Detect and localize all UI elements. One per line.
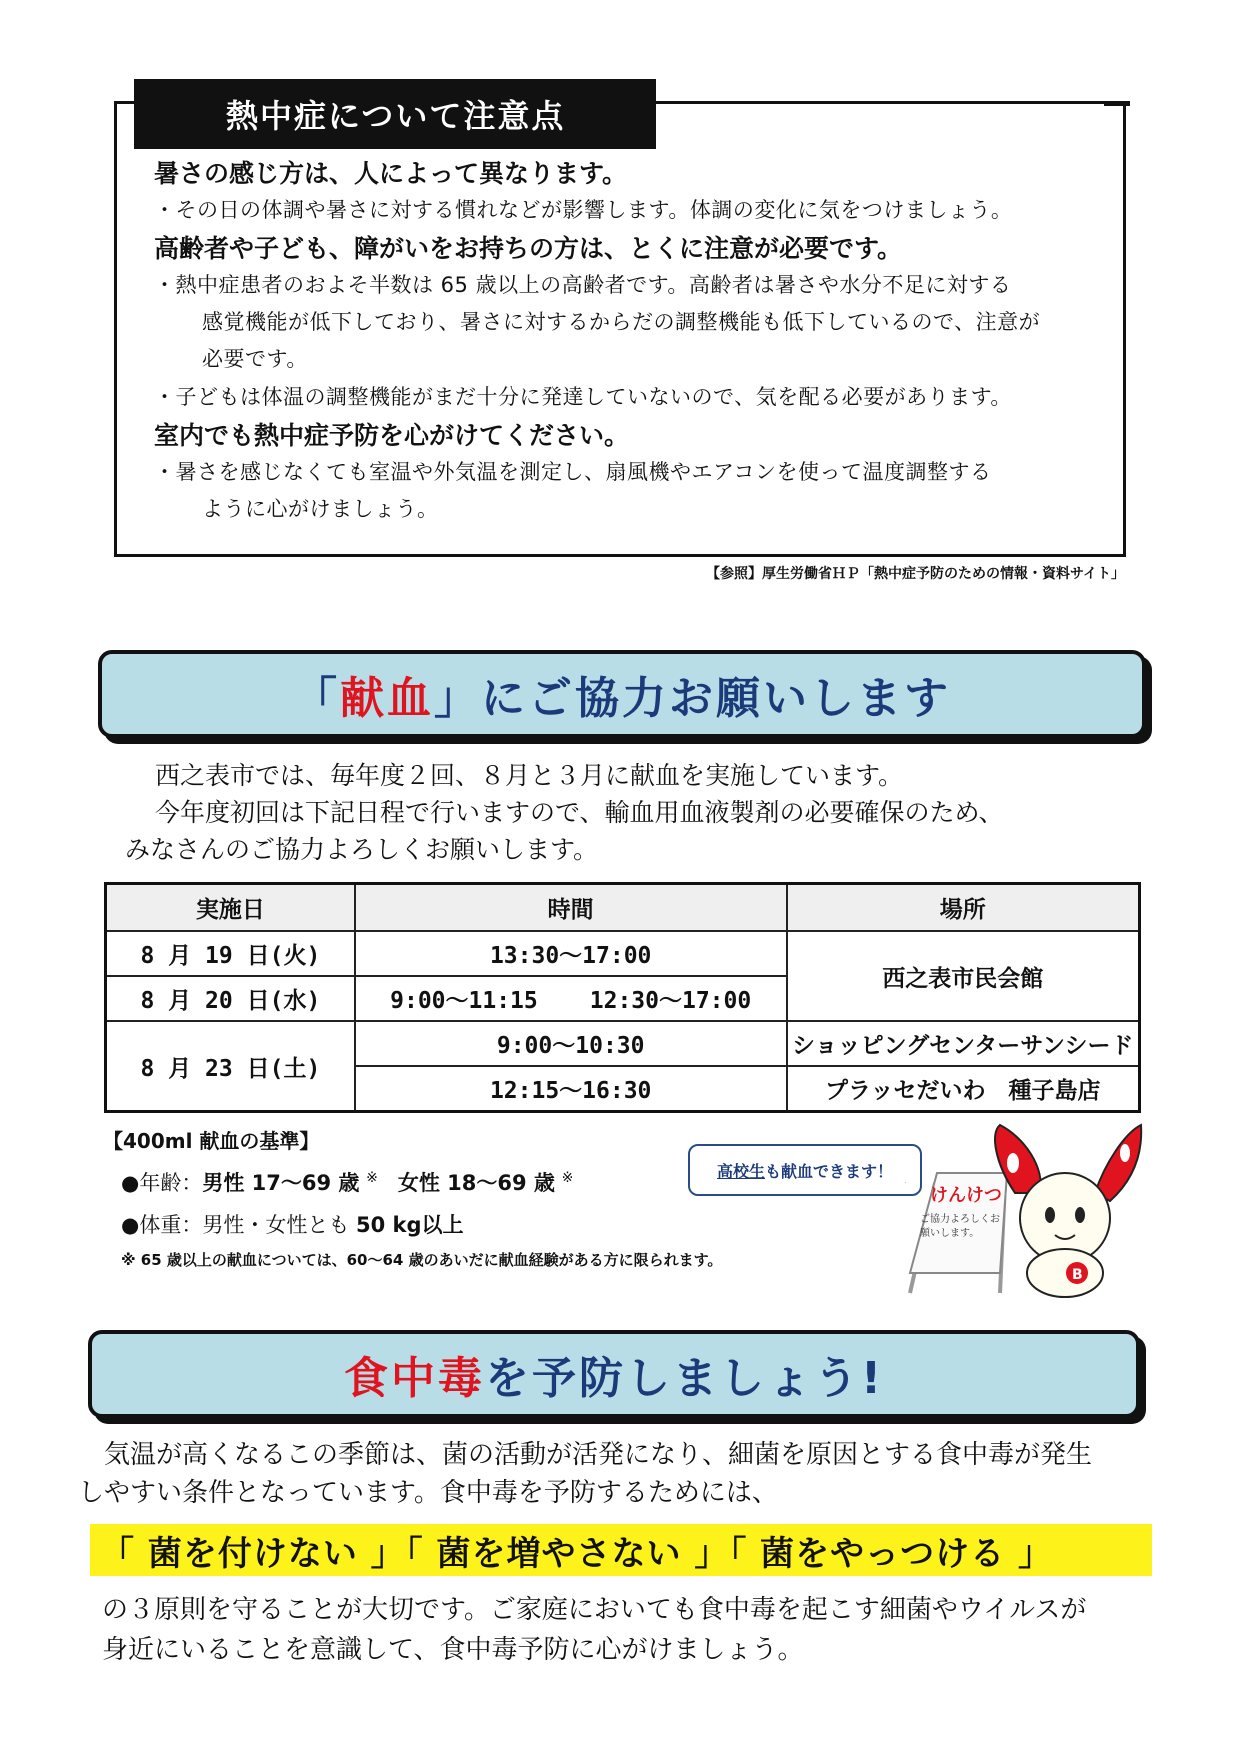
speech-bubble (688, 1144, 922, 1196)
weight-label: ●体重：男性・女性とも (121, 1213, 356, 1237)
heat-heading-1: 暑さの感じ方は、人によって異なります。 (154, 159, 628, 188)
donation-schedule-table (104, 882, 1141, 1113)
banner-keyword: 食中毒 (343, 1353, 485, 1404)
age-mark: ※ (366, 1170, 378, 1186)
heat-bullet-2 (154, 267, 1104, 378)
food-intro-line1: 気温が高くなるこの季節は、菌の活動が活発になり、細菌を原因とする食中毒が発生 (104, 1440, 1093, 1470)
box-corner (1104, 101, 1130, 106)
blood-intro-line3: みなさんのご協力よろしくお願いします。 (125, 835, 599, 864)
heat-content (154, 155, 1104, 529)
cell-time: 9:00～10:30 (355, 1021, 787, 1066)
mascot-illustration (905, 1123, 1145, 1299)
sign-title: けんけつ (930, 1185, 1002, 1206)
cell-time (355, 976, 787, 1021)
cell-place: ショッピングセンターサンシード (787, 1021, 1140, 1066)
cell-date: 8 月 20 日(水) (106, 976, 355, 1021)
heat-heading-2: 高齢者や子ども、障がいをお持ちの方は、とくに注意が必要です。 (154, 234, 903, 263)
time-afternoon: 12:30～17:00 (589, 988, 752, 1014)
table-row (106, 931, 1140, 976)
sign-body: ご協力よろしくお願いします。 (920, 1214, 1000, 1239)
speech-text: も献血できます！ (765, 1161, 894, 1181)
criteria-note: ※ 65 歳以上の献血については、60～64 歳のあいだに献血経験がある方に限られます。 (121, 1251, 723, 1269)
food-closing-line2: 身近にいることを意識して、食中毒予防に心がけましょう。 (102, 1635, 804, 1665)
banner-keyword: 献血 (340, 673, 434, 724)
blood-intro-line2: 今年度初回は下記日程で行いますので、輸血用血液製剤の必要確保のため、 (155, 798, 1004, 827)
blood-donation-banner (98, 650, 1146, 738)
blood-intro-line1: 西之表市では、毎年度２回、８月と３月に献血を実施しています。 (155, 761, 904, 790)
food-closing-line1: の３原則を守ることが大切です。ご家庭においても食中毒を起こす細菌やウイルスが (102, 1595, 1087, 1625)
heat-bullet-3: ・子どもは体温の調整機能がまだ十分に発達していないので、気を配る必要があります。 (154, 385, 1012, 409)
heat-heading-3: 室内でも熱中症予防を心がけてください。 (154, 421, 630, 450)
heat-bullet-2-line2: 感覚機能が低下しており、暑さに対するからだの調整機能も低下しているので、注意が (202, 310, 1041, 334)
food-closing (102, 1590, 1152, 1670)
cell-date: 8 月 19 日(火) (106, 931, 355, 976)
age-mark: ※ (561, 1170, 574, 1186)
banner-bracket: 「 (293, 673, 340, 724)
food-poisoning-banner (88, 1330, 1140, 1418)
cell-time: 12:15～16:30 (355, 1066, 787, 1112)
blood-intro (125, 757, 1125, 868)
header-time: 時間 (355, 884, 787, 932)
age-label: ●年齢： (121, 1171, 203, 1195)
heat-bullet-4-line1: ・暑さを感じなくても室温や外気温を測定し、扇風機やエアコンを使って温度調整する (154, 460, 992, 484)
heat-bullet-2-line1: ・熱中症患者のおよそ半数は 65 歳以上の高齢者です。高齢者は暑さや水分不足に対する (154, 273, 1012, 297)
speech-highlight: 高校生 (716, 1161, 765, 1181)
cell-place: プラッセだいわ 種子島店 (787, 1066, 1140, 1112)
heat-bullet-1: ・その日の体調や暑さに対する慣れなどが影響します。体調の変化に気をつけましょう。 (154, 198, 1013, 222)
cell-place: 西之表市民会館 (787, 931, 1140, 1021)
badge-letter: B (1072, 1267, 1083, 1283)
signboard (910, 1173, 1007, 1293)
heat-bullet-4-line2: ように心がけましょう。 (202, 497, 439, 521)
weight-value: 50 kg以上 (356, 1213, 464, 1237)
table-header-row (106, 884, 1140, 932)
food-intro (78, 1436, 1148, 1512)
criteria-weight (103, 1204, 863, 1246)
heat-title: 熱中症について注意点 (134, 79, 656, 149)
heat-bullet-4 (154, 454, 1104, 528)
header-place: 場所 (787, 884, 1140, 932)
food-intro-line2: しやすい条件となっています。食中毒を予防するためには、 (78, 1478, 778, 1508)
time-morning: 9:00～11:15 (390, 988, 538, 1014)
cell-time: 13:30～17:00 (355, 931, 787, 976)
banner-text: を予防しましょう! (484, 1353, 885, 1404)
header-date: 実施日 (106, 884, 355, 932)
age-male: 男性 17～69 歳 (202, 1171, 360, 1195)
reference-note: 【参照】厚生労働省ＨＰ「熱中症予防のための情報・資料サイト」 (705, 566, 1125, 582)
table-row (106, 1021, 1140, 1066)
age-female: 女性 18～69 歳 (397, 1171, 555, 1195)
heat-bullet-2-line3: 必要です。 (202, 347, 308, 371)
banner-text: 」にご協力お願いします (434, 673, 951, 724)
three-principles: 「 菌を付けない 」「 菌を増やさない 」「 菌をやっつける 」 (90, 1524, 1152, 1576)
cell-date: 8 月 23 日(土) (106, 1021, 355, 1112)
criteria-title: 【400ml 献血の基準】 (103, 1129, 320, 1153)
